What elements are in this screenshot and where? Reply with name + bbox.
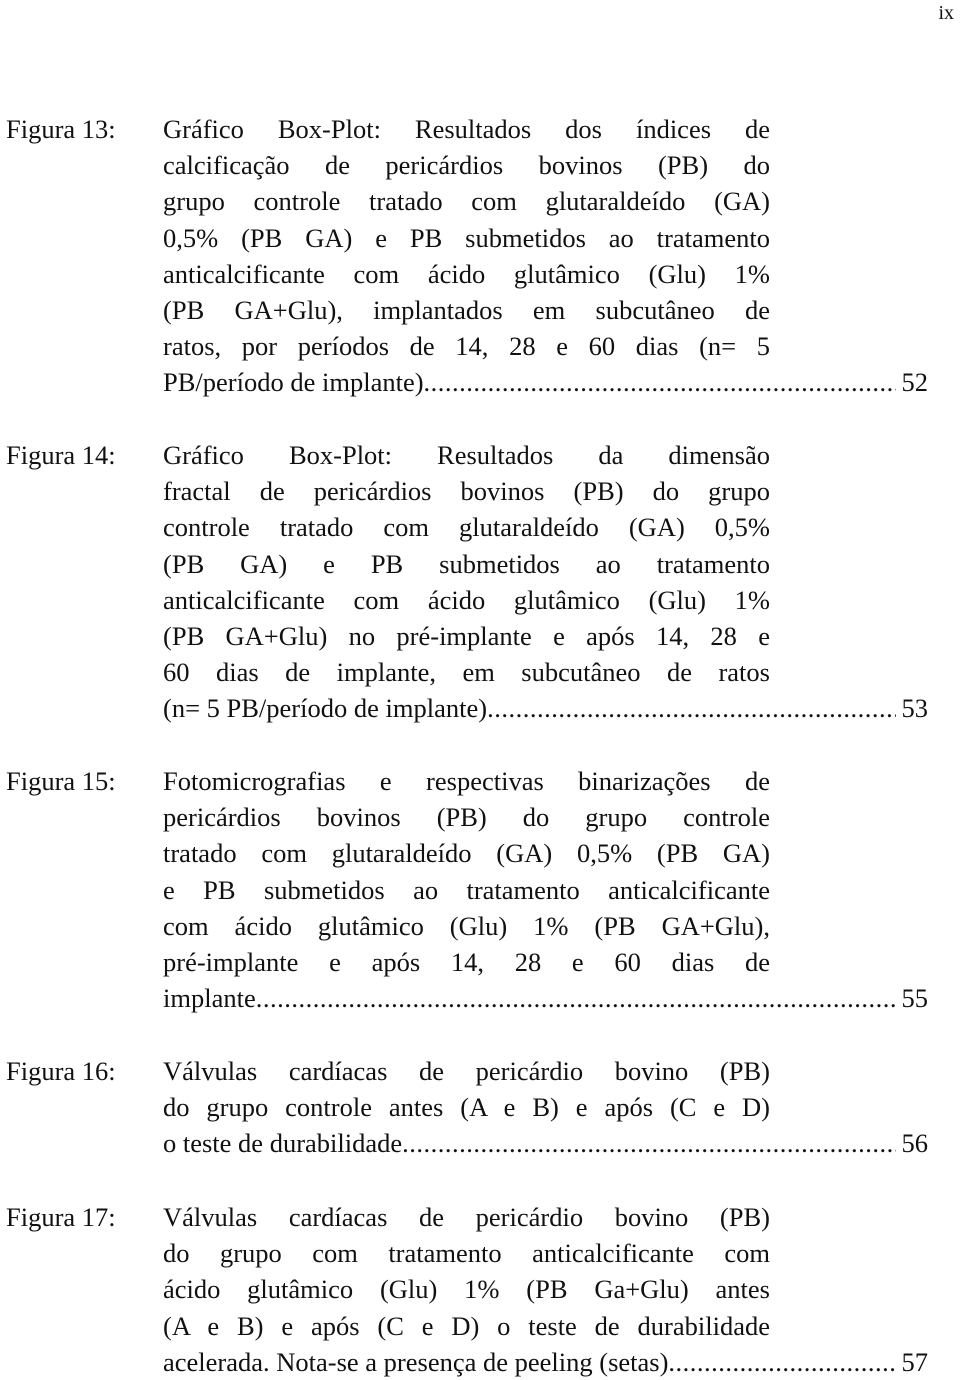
caption-line: ácido glutâmico (Glu) 1% (PB Ga+Glu) antes [163, 1274, 770, 1305]
caption-line: acelerada. Nota-se a presença de peeling (setas) [163, 1346, 669, 1377]
figure-label: Figura 14: [6, 440, 116, 470]
figure-label: Figura 17: [6, 1202, 116, 1232]
page-reference[interactable]: 53 [901, 693, 928, 724]
figure-label: Figura 13: [6, 114, 116, 144]
caption-line: Fotomicrografias e respectivas binarizações de [163, 766, 770, 796]
caption-line: 60 dias de implante, em subcutâneo de ratos [163, 657, 770, 688]
caption-line: PB/período de implante) [163, 367, 424, 398]
caption-line: e PB submetidos ao tratamento anticalcificante [163, 874, 770, 905]
dot-leader [668, 1344, 895, 1380]
caption-line: fractal de pericárdios bovinos (PB) do grupo [163, 476, 770, 507]
caption-line: anticalcificante com ácido glutâmico (Glu) 1% [163, 258, 770, 289]
caption-line: o teste de durabilidade [163, 1128, 403, 1159]
page-reference[interactable]: 52 [901, 367, 928, 398]
caption-line: implante [163, 983, 256, 1014]
caption-line: Válvulas cardíacas de pericárdio bovino (PB) [163, 1202, 770, 1232]
caption-last-line [163, 980, 928, 1016]
caption-line: grupo controle tratado com glutaraldeído (GA) [163, 186, 770, 217]
dot-leader [402, 1125, 895, 1161]
caption-last-line [163, 364, 928, 400]
caption-last-line [163, 1125, 928, 1161]
caption-last-line [163, 690, 928, 726]
dot-leader [256, 980, 896, 1016]
caption-line: pericárdios bovinos (PB) do grupo controle [163, 802, 770, 833]
figure-caption [163, 1053, 928, 1162]
page-reference[interactable]: 55 [901, 983, 928, 1014]
caption-line: do grupo controle antes (A e B) e após (C e D) [163, 1092, 770, 1123]
caption-line: anticalcificante com ácido glutâmico (Glu) 1% [163, 584, 770, 615]
caption-line: (A e B) e após (C e D) o teste de durabilidade [163, 1310, 770, 1341]
caption-line: com ácido glutâmico (Glu) 1% (PB GA+Glu), [163, 910, 770, 941]
caption-line: (PB GA+Glu), implantados em subcutâneo de [163, 294, 770, 325]
page-number: ix [938, 2, 954, 24]
caption-line: Válvulas cardíacas de pericárdio bovino (PB) [163, 1056, 770, 1086]
caption-line: controle tratado com glutaraldeído (GA) 0,5% [163, 512, 770, 543]
caption-line: Gráfico Box-Plot: Resultados dos índices de [163, 114, 770, 144]
caption-line: Gráfico Box-Plot: Resultados da dimensão [163, 440, 770, 470]
caption-line: calcificação de pericárdios bovinos (PB) do [163, 150, 770, 181]
caption-last-line [163, 1344, 928, 1380]
page-reference[interactable]: 56 [901, 1128, 928, 1159]
figure-caption [163, 1199, 928, 1380]
dot-leader [487, 690, 895, 726]
caption-line: pré-implante e após 14, 28 e 60 dias de [163, 946, 770, 977]
caption-line: ratos, por períodos de 14, 28 e 60 dias (n= 5 [163, 331, 770, 362]
caption-line: 0,5% (PB GA) e PB submetidos ao tratamento [163, 222, 770, 253]
figure-label: Figura 16: [6, 1056, 116, 1086]
figure-caption [163, 111, 928, 401]
figure-caption [163, 437, 928, 727]
caption-line: do grupo com tratamento anticalcificante com [163, 1238, 770, 1269]
caption-line: (n= 5 PB/período de implante) [163, 693, 488, 724]
caption-line: (PB GA) e PB submetidos ao tratamento [163, 548, 770, 579]
figure-caption [163, 763, 928, 1016]
dot-leader [424, 364, 896, 400]
caption-line: tratado com glutaraldeído (GA) 0,5% (PB GA) [163, 838, 770, 869]
page-reference[interactable]: 57 [901, 1346, 928, 1377]
caption-line: (PB GA+Glu) no pré-implante e após 14, 28 e [163, 620, 770, 651]
figure-label: Figura 15: [6, 766, 116, 796]
